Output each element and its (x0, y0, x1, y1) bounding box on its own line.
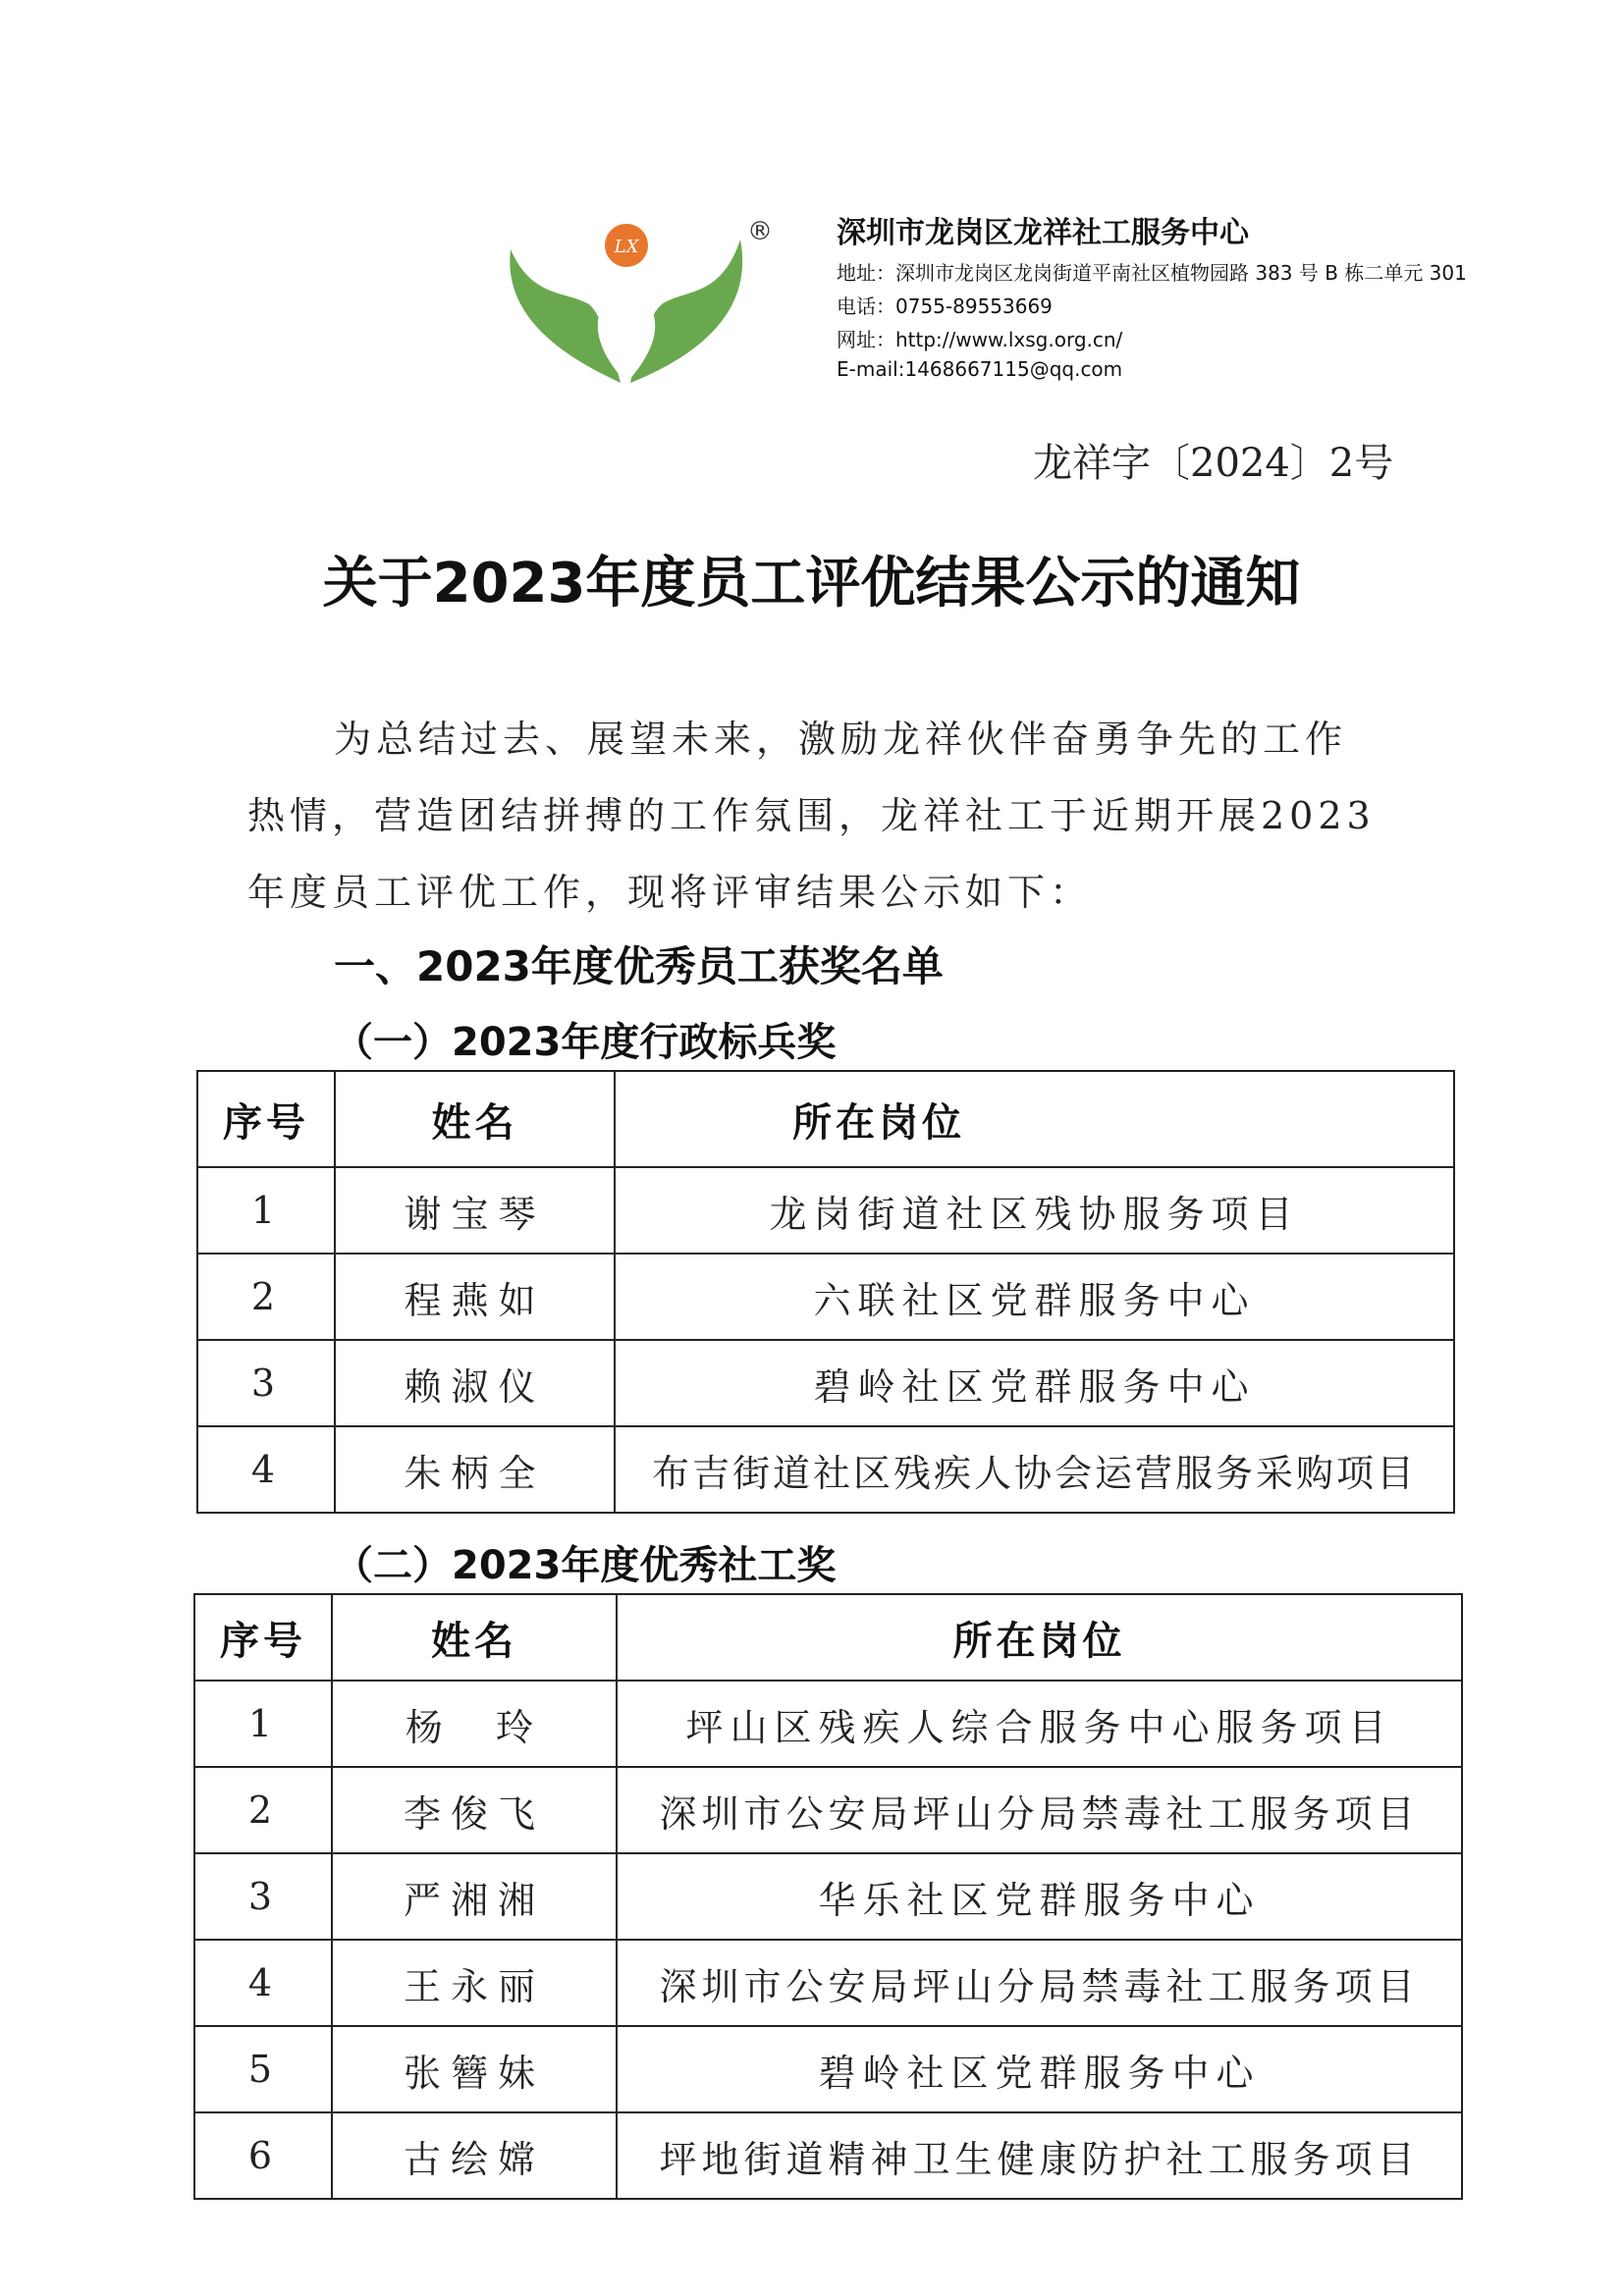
intro-line-2: 热情，营造团结拼搏的工作氛围，龙祥社工于近期开展2023 (247, 794, 1376, 837)
table-row (194, 1940, 1462, 2026)
table-row (194, 2112, 1462, 2199)
table-row (194, 2026, 1462, 2112)
award1-table (196, 1070, 1455, 1514)
row-no: 2 (194, 1767, 332, 1853)
row-position: 坪地街道精神卫生健康防护社工服务项目 (617, 2112, 1462, 2199)
row-no: 3 (194, 1853, 332, 1940)
row-position: 华乐社区党群服务中心 (617, 1853, 1462, 1940)
row-no: 6 (194, 2112, 332, 2199)
row-name: 严湘湘 (332, 1853, 617, 1940)
col-header-no: 序号 (194, 1594, 332, 1681)
logo-text: LX (614, 237, 639, 257)
award2-table (193, 1593, 1463, 2200)
row-no: 3 (197, 1340, 335, 1426)
col-header-name: 姓名 (332, 1594, 617, 1681)
col-header-no: 序号 (197, 1071, 335, 1167)
row-position: 六联社区党群服务中心 (615, 1254, 1454, 1340)
row-name: 赖淑仪 (335, 1340, 615, 1426)
row-position: 碧岭社区党群服务中心 (617, 2026, 1462, 2112)
row-name: 李俊飞 (332, 1767, 617, 1853)
registered-mark: ® (747, 217, 773, 246)
col-header-name: 姓名 (335, 1071, 615, 1167)
table-row (197, 1254, 1454, 1340)
row-position: 深圳市公安局坪山分局禁毒社工服务项目 (617, 1940, 1462, 2026)
org-name: 深圳市龙岗区龙祥社工服务中心 (837, 216, 1249, 250)
row-no: 4 (194, 1940, 332, 2026)
org-email: E-mail:1468667115@qq.com (837, 357, 1123, 381)
org-address: 地址：深圳市龙岗区龙岗街道平南社区植物园路 383 号 B 栋二单元 301 (837, 261, 1467, 285)
row-name: 王永丽 (332, 1940, 617, 2026)
award1-heading: （一）2023年度行政标兵奖 (334, 1020, 837, 1065)
org-website: 网址：http://www.lxsg.org.cn/ (837, 328, 1123, 351)
table-row (197, 1167, 1454, 1254)
table-row (194, 1767, 1462, 1853)
row-no: 4 (197, 1426, 335, 1513)
row-no: 1 (194, 1681, 332, 1767)
row-no: 5 (194, 2026, 332, 2112)
table-header-row (197, 1071, 1454, 1167)
row-position: 深圳市公安局坪山分局禁毒社工服务项目 (617, 1767, 1462, 1853)
table-row (194, 1681, 1462, 1767)
document-number: 龙祥字〔2024〕2号 (1033, 441, 1394, 486)
org-phone: 电话：0755-89553669 (837, 294, 1053, 318)
intro-line-1: 为总结过去、展望未来，激励龙祥伙伴奋勇争先的工作 (334, 718, 1348, 761)
col-header-position: 所在岗位 (617, 1594, 1462, 1681)
table-row (197, 1340, 1454, 1426)
row-name: 古绘嫦 (332, 2112, 617, 2199)
org-logo (503, 208, 773, 383)
row-name: 朱柄全 (335, 1426, 615, 1513)
row-position: 碧岭社区党群服务中心 (615, 1340, 1454, 1426)
row-name: 程燕如 (335, 1254, 615, 1340)
row-name: 杨 玲 (332, 1681, 617, 1767)
award2-heading: （二）2023年度优秀社工奖 (334, 1543, 837, 1588)
table-row (194, 1853, 1462, 1940)
table-row (197, 1426, 1454, 1513)
page-title: 关于2023年度员工评优结果公示的通知 (322, 552, 1301, 615)
intro-line-3: 年度员工评优工作，现将评审结果公示如下： (247, 871, 1093, 914)
row-position: 龙岗街道社区残协服务项目 (615, 1167, 1454, 1254)
table-header-row (194, 1594, 1462, 1681)
row-no: 2 (197, 1254, 335, 1340)
row-position: 布吉街道社区残疾人协会运营服务采购项目 (615, 1426, 1454, 1513)
row-name: 张簪妹 (332, 2026, 617, 2112)
section-heading: 一、2023年度优秀员工获奖名单 (334, 942, 944, 990)
col-header-position: 所在岗位 (615, 1071, 1454, 1167)
row-no: 1 (197, 1167, 335, 1254)
row-name: 谢宝琴 (335, 1167, 615, 1254)
row-position: 坪山区残疾人综合服务中心服务项目 (617, 1681, 1462, 1767)
